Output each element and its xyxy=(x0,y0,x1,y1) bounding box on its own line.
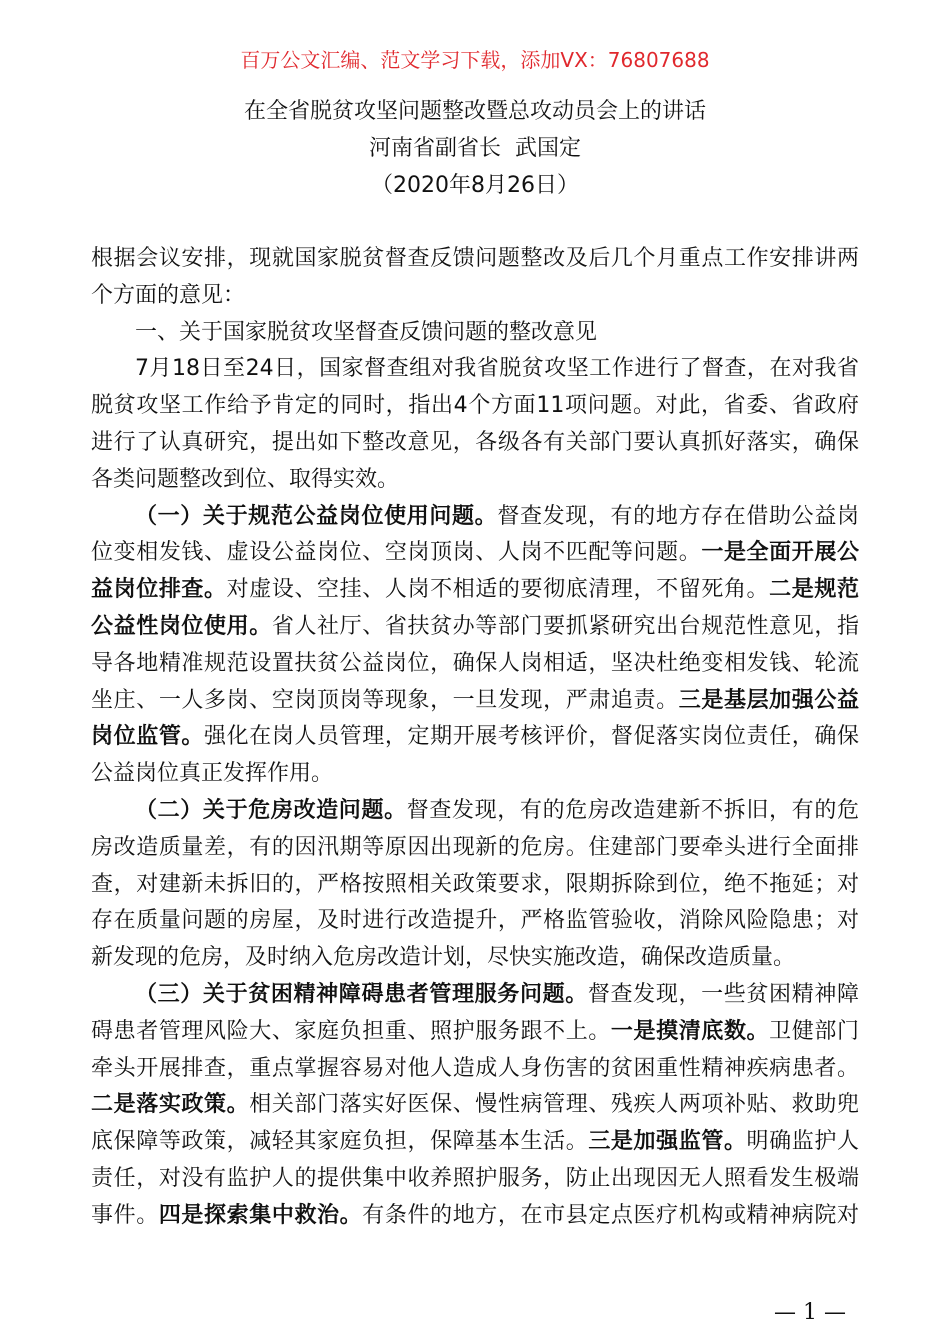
text-line xyxy=(91,1198,859,1235)
author-line: 河南省副省长 武国定 xyxy=(369,136,581,161)
text-line xyxy=(91,351,859,388)
text-line xyxy=(91,315,859,352)
body-text: 卫健部门 xyxy=(769,1018,859,1044)
text-line xyxy=(91,462,859,499)
text-line xyxy=(91,646,859,683)
body-text: 督查发现，有的危房改造建新不拆旧，有的危 xyxy=(406,797,859,823)
date-line: （2020年8月26日） xyxy=(371,173,579,198)
body-text: 省人社厅、省扶贫办等部门要抓紧研究出台规范性意见，指 xyxy=(271,613,859,639)
body-text: 根据会议安排，现就国家脱贫督查反馈问题整改及后几个月重点工作安排讲两 xyxy=(91,246,859,271)
body-text: 明确监护人 xyxy=(746,1129,859,1155)
document-body xyxy=(91,241,859,1235)
bold-text: 三是基层加强公益 xyxy=(678,687,859,713)
body-text: 督查发现，一些贫困精神障 xyxy=(587,981,859,1007)
text-line xyxy=(91,1087,859,1124)
bold-text: 公益性岗位使用。 xyxy=(91,613,272,639)
bold-text: （一）关于规范公益岗位使用问题。 xyxy=(135,503,498,529)
bold-text: 四是探索集中救治。 xyxy=(158,1202,363,1228)
bold-text: （三）关于贫困精神障碍患者管理服务问题。 xyxy=(135,981,588,1007)
bold-text: 一是摸清底数。 xyxy=(610,1018,770,1044)
text-line xyxy=(91,609,859,646)
text-line xyxy=(91,572,859,609)
text-line xyxy=(91,977,859,1014)
text-line xyxy=(91,793,859,830)
body-text: 个方面的意见： xyxy=(91,282,246,308)
text-line xyxy=(91,241,859,278)
body-text: 存在质量问题的房屋，及时进行改造提升，严格监管验收，消除风险隐患；对 xyxy=(91,908,859,934)
bold-text: 三是加强监管。 xyxy=(588,1129,747,1155)
bold-text: （二）关于危房改造问题。 xyxy=(135,797,407,823)
body-text: 进行了认真研究，提出如下整改意见，各级各有关部门要认真抓好落实，确保 xyxy=(91,429,859,455)
text-line xyxy=(91,425,859,462)
text-line xyxy=(91,535,859,572)
text-line xyxy=(91,719,859,756)
body-text: 碍患者管理风险大、家庭负担重、照护服务跟不上。 xyxy=(91,1018,611,1044)
body-text: 底保障等政策，减轻其家庭负担，保障基本生活。 xyxy=(91,1129,589,1155)
body-text: 7月18日至24日，国家督查组对我省脱贫攻坚工作进行了督查，在对我省 xyxy=(135,356,859,382)
text-line xyxy=(91,278,859,315)
bold-text: 一是全面开展公 xyxy=(701,540,859,566)
document-title: 在全省脱贫攻坚问题整改暨总攻动员会上的讲话 xyxy=(243,99,706,124)
text-line xyxy=(91,830,859,867)
text-line xyxy=(91,867,859,904)
text-line xyxy=(91,903,859,940)
text-line xyxy=(91,499,859,536)
text-line xyxy=(91,756,859,793)
text-line xyxy=(91,1014,859,1051)
body-text: 公益岗位真正发挥作用。 xyxy=(91,761,334,787)
body-text: 相关部门落实好医保、慢性病管理、残疾人两项补贴、救助兜 xyxy=(249,1092,859,1118)
text-line xyxy=(91,388,859,425)
watermark-text: 百万公文汇编、范文学习下载，添加VX：76807688 xyxy=(240,48,710,72)
body-text: 导各地精准规范设置扶贫公益岗位，确保人岗相适，坚决杜绝变相发钱、轮流 xyxy=(91,650,859,676)
body-text: 牵头开展排查，重点掌握容易对他人造成人身伤害的贫困重性精神疾病患者。 xyxy=(91,1055,859,1081)
body-text: 督查发现，有的地方存在借助公益岗 xyxy=(497,503,859,529)
text-line xyxy=(91,1124,859,1161)
body-text: 脱贫攻坚工作给予肯定的同时，指出4个方面11项问题。对此，省委、省政府 xyxy=(91,393,859,419)
text-line xyxy=(91,683,859,720)
text-line xyxy=(91,1051,859,1088)
text-line xyxy=(91,1161,859,1198)
text-line xyxy=(91,940,859,977)
body-text: 一、关于国家脱贫攻坚督查反馈问题的整改意见 xyxy=(135,319,598,345)
bold-text: 岗位监管。 xyxy=(91,724,205,750)
body-text: 责任，对没有监护人的提供集中收养照护服务，防止出现因无人照看发生极端 xyxy=(91,1165,859,1191)
bold-text: 二是规范 xyxy=(769,577,859,603)
body-text: 位变相发钱、虚设公益岗位、空岗顶岗、人岗不匹配等问题。 xyxy=(91,540,702,566)
bold-text: 益岗位排查。 xyxy=(91,577,227,603)
body-text: 有条件的地方，在市县定点医疗机构或精神病院对 xyxy=(362,1202,859,1228)
page-number: — 1 — xyxy=(774,1300,846,1325)
body-text: 事件。 xyxy=(91,1202,159,1228)
body-text: 强化在岗人员管理，定期开展考核评价，督促落实岗位责任，确保 xyxy=(204,724,859,750)
body-text: 房改造质量差，有的因汛期等原因出现新的危房。住建部门要牵头进行全面排 xyxy=(91,834,859,860)
body-text: 各类问题整改到位、取得实效。 xyxy=(91,466,400,492)
bold-text: 二是落实政策。 xyxy=(91,1092,250,1118)
body-text: 新发现的危房，及时纳入危房改造计划，尽快实施改造，确保改造质量。 xyxy=(91,945,796,971)
body-text: 查，对建新未拆旧的，严格按照相关政策要求，限期拆除到位，绝不拖延；对 xyxy=(91,871,859,897)
body-text: 对虚设、空挂、人岗不相适的要彻底清理，不留死角。 xyxy=(226,577,770,603)
body-text: 坐庄、一人多岗、空岗顶岗等现象，一旦发现，严肃追责。 xyxy=(91,687,679,713)
